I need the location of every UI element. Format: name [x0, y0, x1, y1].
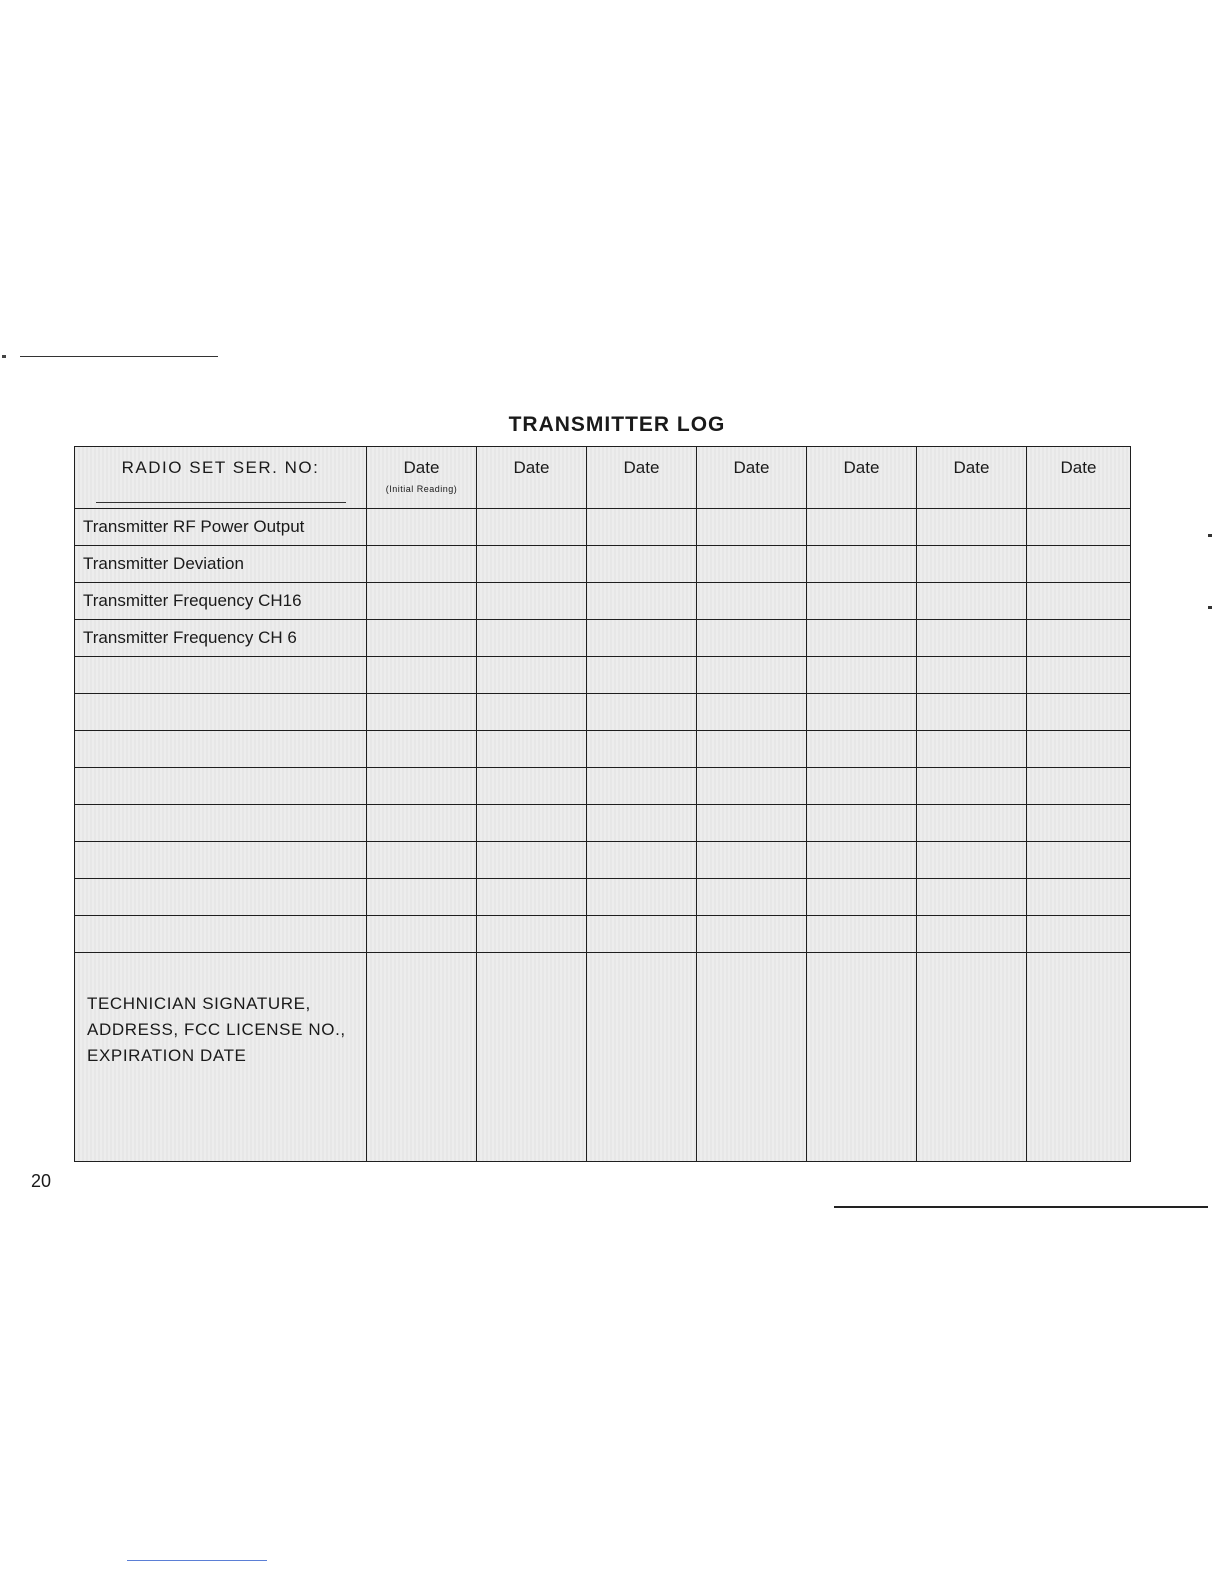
entry-cell[interactable] — [477, 768, 587, 805]
date-label: Date — [733, 458, 770, 477]
entry-cell[interactable] — [587, 657, 697, 694]
entry-cell[interactable] — [807, 546, 917, 583]
entry-cell[interactable] — [477, 583, 587, 620]
entry-cell[interactable] — [1027, 768, 1131, 805]
entry-cell[interactable] — [807, 768, 917, 805]
entry-cell[interactable] — [1027, 916, 1131, 953]
entry-cell[interactable] — [917, 842, 1027, 879]
date-label: Date — [1060, 458, 1097, 477]
entry-cell[interactable] — [917, 694, 1027, 731]
entry-cell[interactable] — [697, 731, 807, 768]
table-row — [75, 657, 1131, 694]
signature-cell[interactable] — [367, 953, 477, 1162]
date-label: Date — [513, 458, 550, 477]
entry-cell[interactable] — [807, 805, 917, 842]
edge-mark — [1208, 606, 1212, 609]
table-row — [75, 546, 1131, 583]
table-row — [75, 916, 1131, 953]
row-label — [75, 694, 367, 731]
row-label: Transmitter RF Power Output — [75, 509, 367, 546]
entry-cell[interactable] — [697, 546, 807, 583]
entry-cell[interactable] — [587, 768, 697, 805]
serial-number-field[interactable] — [96, 502, 346, 503]
entry-cell[interactable] — [587, 916, 697, 953]
date-label: Date — [623, 458, 660, 477]
date-column-header — [587, 447, 697, 509]
date-label: Date — [953, 458, 990, 477]
entry-cell[interactable] — [917, 620, 1027, 657]
entry-cell[interactable] — [367, 657, 477, 694]
entry-cell[interactable] — [917, 879, 1027, 916]
entry-cell[interactable] — [477, 620, 587, 657]
date-column-header — [917, 447, 1027, 509]
entry-cell[interactable] — [917, 916, 1027, 953]
date-column-header — [477, 447, 587, 509]
row-label — [75, 879, 367, 916]
signature-label-line: EXPIRATION DATE — [87, 1046, 247, 1065]
table-row — [75, 731, 1131, 768]
entry-cell[interactable] — [697, 768, 807, 805]
entry-cell[interactable] — [807, 916, 917, 953]
entry-cell[interactable] — [1027, 620, 1131, 657]
entry-cell[interactable] — [917, 657, 1027, 694]
signature-cell[interactable] — [697, 953, 807, 1162]
entry-cell[interactable] — [1027, 657, 1131, 694]
row-label — [75, 657, 367, 694]
entry-cell[interactable] — [697, 583, 807, 620]
entry-cell[interactable] — [367, 620, 477, 657]
entry-cell[interactable] — [697, 879, 807, 916]
bottom-right-rule — [834, 1206, 1208, 1208]
entry-cell[interactable] — [587, 879, 697, 916]
entry-cell[interactable] — [477, 657, 587, 694]
serial-number-label: RADIO SET SER. NO: — [121, 458, 320, 477]
entry-cell[interactable] — [807, 879, 917, 916]
entry-cell[interactable] — [1027, 546, 1131, 583]
entry-cell[interactable] — [917, 546, 1027, 583]
signature-label — [75, 953, 367, 1162]
entry-cell[interactable] — [587, 694, 697, 731]
row-label — [75, 916, 367, 953]
entry-cell[interactable] — [477, 509, 587, 546]
margin-mark — [2, 355, 6, 358]
entry-cell[interactable] — [917, 583, 1027, 620]
table-row — [75, 842, 1131, 879]
entry-cell[interactable] — [1027, 694, 1131, 731]
table-row — [75, 805, 1131, 842]
entry-cell[interactable] — [1027, 731, 1131, 768]
entry-cell[interactable] — [917, 768, 1027, 805]
header-row — [75, 447, 1131, 509]
entry-cell[interactable] — [367, 768, 477, 805]
entry-cell[interactable] — [807, 657, 917, 694]
entry-cell[interactable] — [477, 546, 587, 583]
entry-cell[interactable] — [1027, 879, 1131, 916]
entry-cell[interactable] — [367, 694, 477, 731]
signature-label-line: TECHNICIAN SIGNATURE, — [87, 994, 311, 1013]
date-label: Date — [403, 458, 440, 477]
table-row — [75, 768, 1131, 805]
date-column-header — [697, 447, 807, 509]
table-row — [75, 620, 1131, 657]
entry-cell[interactable] — [587, 583, 697, 620]
entry-cell[interactable] — [477, 731, 587, 768]
entry-cell[interactable] — [807, 620, 917, 657]
page-title: TRANSMITTER LOG — [508, 413, 726, 436]
top-left-rule — [20, 356, 218, 357]
entry-cell[interactable] — [807, 509, 917, 546]
date-column-header — [367, 447, 477, 509]
signature-row — [75, 953, 1131, 1162]
row-label: Transmitter Deviation — [75, 546, 367, 583]
entry-cell[interactable] — [367, 805, 477, 842]
row-label: Transmitter Frequency CH 6 — [75, 620, 367, 657]
table-row — [75, 583, 1131, 620]
row-label: Transmitter Frequency CH16 — [75, 583, 367, 620]
signature-cell[interactable] — [807, 953, 917, 1162]
table-row — [75, 879, 1131, 916]
entry-cell[interactable] — [697, 509, 807, 546]
entry-cell[interactable] — [587, 842, 697, 879]
entry-cell[interactable] — [917, 731, 1027, 768]
entry-cell[interactable] — [697, 805, 807, 842]
transmitter-log-table — [74, 446, 1131, 1162]
date-column-header — [807, 447, 917, 509]
entry-cell[interactable] — [697, 694, 807, 731]
signature-cell[interactable] — [917, 953, 1027, 1162]
entry-cell[interactable] — [367, 731, 477, 768]
entry-cell[interactable] — [587, 731, 697, 768]
entry-cell[interactable] — [587, 509, 697, 546]
bottom-left-rule — [127, 1560, 267, 1561]
entry-cell[interactable] — [697, 657, 807, 694]
signature-label-line: ADDRESS, FCC LICENSE NO., — [87, 1020, 346, 1039]
entry-cell[interactable] — [807, 583, 917, 620]
entry-cell[interactable] — [697, 620, 807, 657]
entry-cell[interactable] — [1027, 842, 1131, 879]
entry-cell[interactable] — [917, 805, 1027, 842]
row-label — [75, 731, 367, 768]
table-row — [75, 694, 1131, 731]
entry-cell[interactable] — [1027, 509, 1131, 546]
entry-cell[interactable] — [477, 805, 587, 842]
entry-cell[interactable] — [477, 694, 587, 731]
entry-cell[interactable] — [367, 509, 477, 546]
entry-cell[interactable] — [367, 842, 477, 879]
entry-cell[interactable] — [587, 546, 697, 583]
row-label — [75, 768, 367, 805]
entry-cell[interactable] — [807, 842, 917, 879]
entry-cell[interactable] — [807, 731, 917, 768]
entry-cell[interactable] — [587, 620, 697, 657]
row-label — [75, 805, 367, 842]
initial-reading-note: (Initial Reading) — [385, 484, 458, 494]
entry-cell[interactable] — [477, 842, 587, 879]
entry-cell[interactable] — [367, 916, 477, 953]
date-label: Date — [843, 458, 880, 477]
serial-number-header — [75, 447, 367, 509]
table-row — [75, 509, 1131, 546]
signature-cell[interactable] — [477, 953, 587, 1162]
entry-cell[interactable] — [1027, 805, 1131, 842]
entry-cell[interactable] — [807, 694, 917, 731]
row-label — [75, 842, 367, 879]
entry-cell[interactable] — [917, 509, 1027, 546]
entry-cell[interactable] — [477, 916, 587, 953]
date-column-header — [1027, 447, 1131, 509]
entry-cell[interactable] — [587, 805, 697, 842]
entry-cell[interactable] — [367, 583, 477, 620]
entry-cell[interactable] — [477, 879, 587, 916]
signature-cell[interactable] — [1027, 953, 1131, 1162]
entry-cell[interactable] — [697, 842, 807, 879]
entry-cell[interactable] — [1027, 583, 1131, 620]
entry-cell[interactable] — [367, 546, 477, 583]
signature-cell[interactable] — [587, 953, 697, 1162]
entry-cell[interactable] — [697, 916, 807, 953]
edge-mark — [1208, 534, 1212, 537]
page-number: 20 — [31, 1171, 52, 1191]
entry-cell[interactable] — [367, 879, 477, 916]
